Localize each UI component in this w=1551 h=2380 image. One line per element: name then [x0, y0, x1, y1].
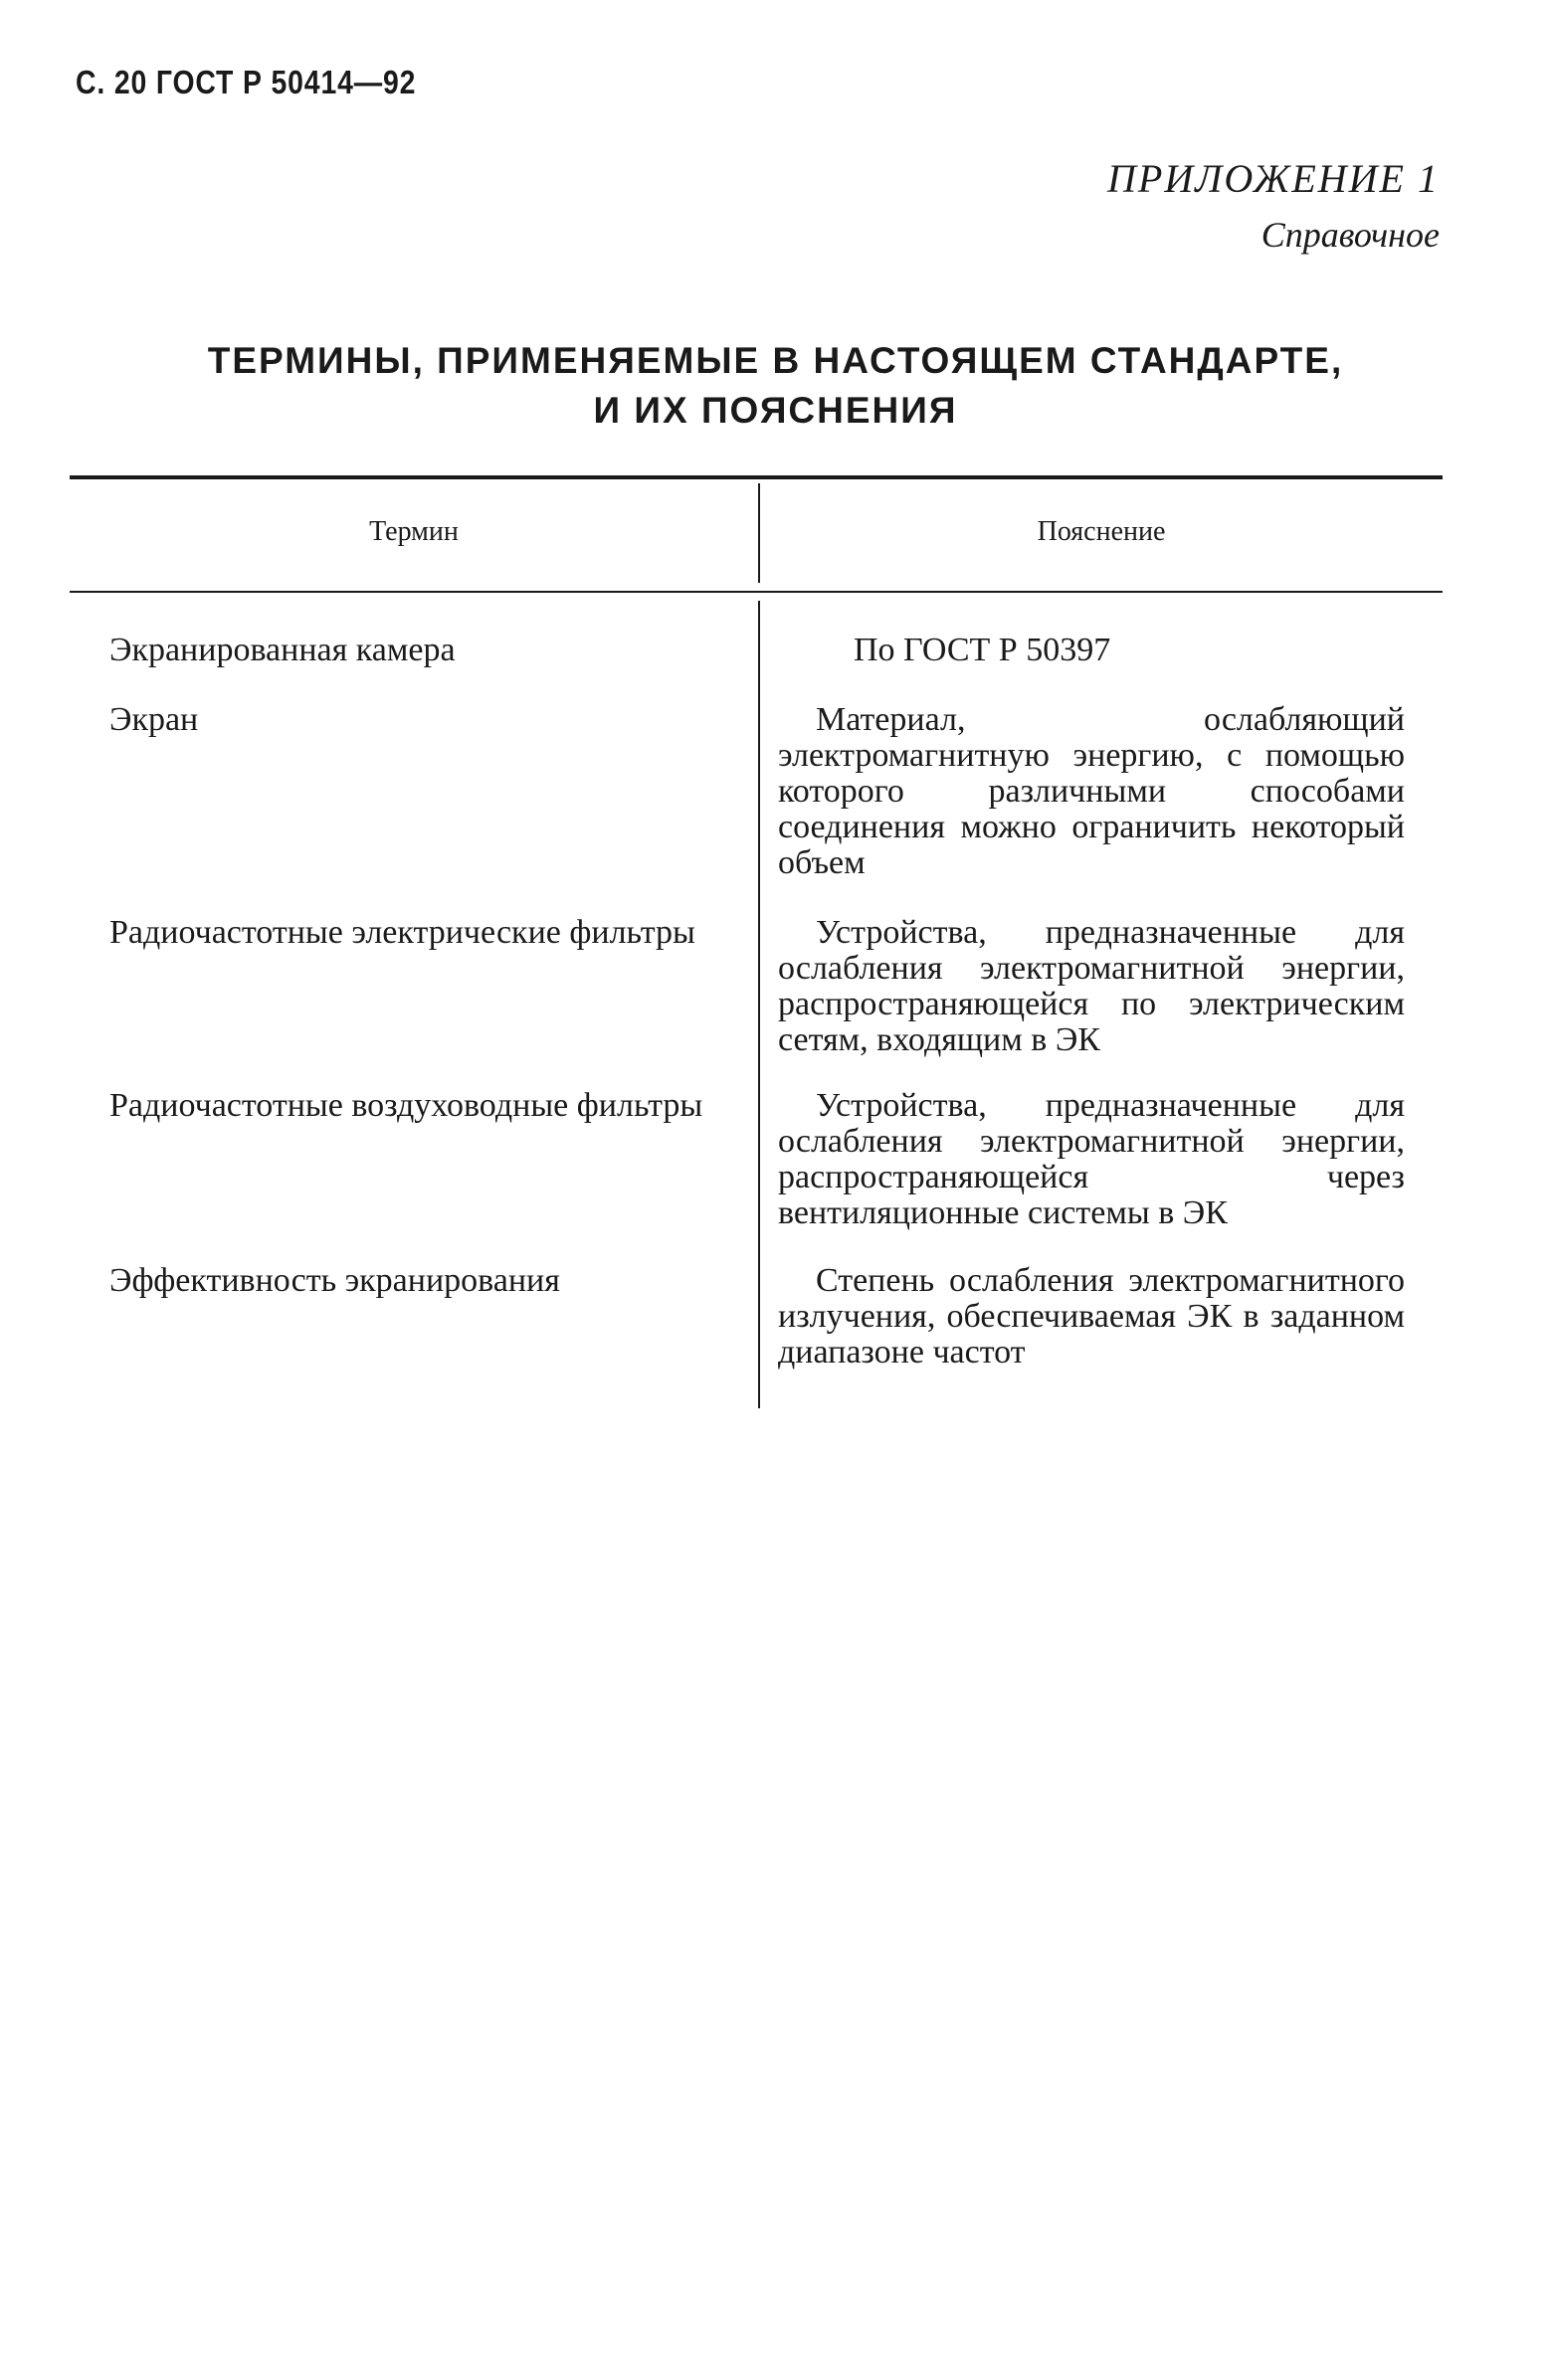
- appendix-title: ПРИЛОЖЕНИЕ 1: [1107, 156, 1440, 201]
- body-column-divider: [758, 601, 760, 1408]
- table-row-5-term: Эффективность экранирования: [109, 1262, 560, 1299]
- column-header-term: Термин: [369, 516, 459, 547]
- table-row-3-explanation: Устройства, предназначенные для ослабления электромагнитной энергии, распространяющейся по электрическим сетям, входящим в ЭК: [778, 914, 1405, 1058]
- page-header: С. 20 ГОСТ Р 50414—92: [76, 64, 417, 100]
- table-row-3-term: Радиочастотные электрические фильтры: [109, 914, 695, 951]
- table-row-4-explanation: Устройства, предназначенные для ослабления электромагнитной энергии, распространяющейся через вентиляционные системы в ЭК: [778, 1087, 1405, 1231]
- table-row-2-term: Экран: [109, 701, 199, 738]
- table-row-4-term: Радиочастотные воздуховодные фильтры: [109, 1087, 703, 1124]
- table-header-rule: [70, 591, 1443, 593]
- table-row-1-term: Экранированная камера: [109, 632, 456, 668]
- table-row-1-explanation: По ГОСТ Р 50397: [854, 632, 1111, 668]
- section-title-line-1: ТЕРМИНЫ, ПРИМЕНЯЕМЫЕ В НАСТОЯЩЕМ СТАНДАРТЕ,: [207, 340, 1344, 381]
- column-header-explanation: Пояснение: [1037, 516, 1166, 547]
- section-title: [0, 336, 1551, 436]
- table-top-rule: [70, 475, 1443, 479]
- appendix-subtitle: Справочное: [1260, 215, 1440, 255]
- appendix-block: [1107, 151, 1440, 263]
- section-title-line-2: И ИХ ПОЯСНЕНИЯ: [593, 390, 958, 431]
- table-row-5-explanation: Степень ослабления электромагнитного излучения, обеспечиваемая ЭК в заданном диапазоне частот: [778, 1262, 1405, 1371]
- table-row-2-explanation: Материал, ослабляющий электромагнитную энергию, с помощью которого различными способами соединения можно ограничить некоторый объем: [778, 701, 1405, 881]
